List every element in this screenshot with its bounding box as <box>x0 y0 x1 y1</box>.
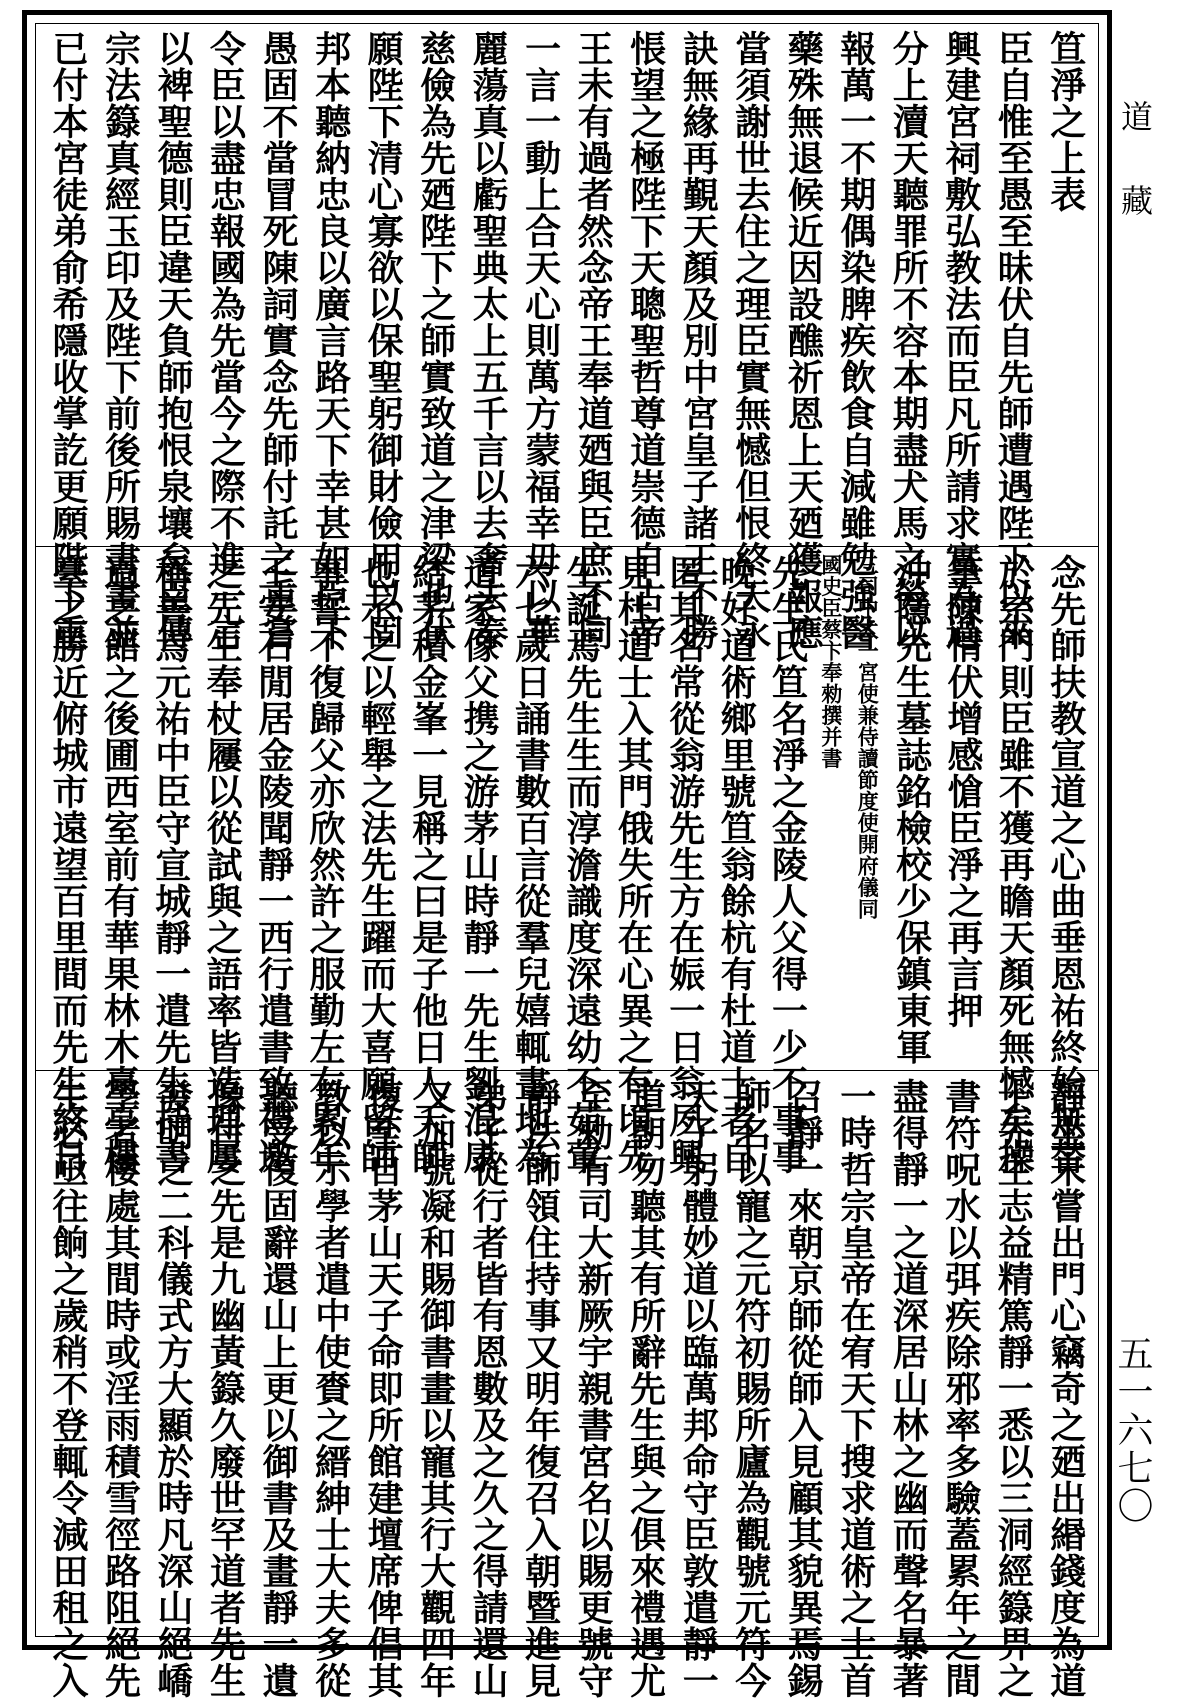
text-column: 復至自茅山天子命即所館建壇席俾倡其 <box>362 1078 405 1699</box>
text-column: 至勑有司大新厥宇親書宮名以賜更號守 <box>572 1078 615 1699</box>
text-column: 王安石閒居金陵聞靜一西行遣書致禮邀 <box>252 554 295 1175</box>
text-column: 匿其名常從翁游先生方在娠一日翁夙興 <box>663 554 706 1175</box>
text-column: 已付本宮徒弟俞希隱收掌訖更願陛下重 <box>47 30 89 651</box>
text-column: 笪淨之上表 <box>1044 30 1087 213</box>
text-column: 道家像父携之游茅山時靜一先生劉混康 <box>458 554 501 1175</box>
text-column: 邦本聽納忠良以廣言路天下幸甚如臣下 <box>309 30 352 651</box>
text-column: 靜法師領住持事又明年復召入朝暨進見 <box>519 1078 562 1699</box>
text-column: 過之館之後圃西室前有華果林木臺亭樓 <box>98 554 141 1175</box>
text-column: 召靜一來朝京師從師入見顧其貌異焉錫 <box>782 1078 825 1699</box>
text-column: 分上瀆天聽罪所不容本期盡犬馬之勞以 <box>887 30 930 651</box>
text-column: 士先生志益精篤靜一悉以三洞經籙畀之 <box>992 1078 1035 1699</box>
text-column: 盡得靜一之道深居山林之幽而聲名暴著 <box>887 1078 930 1699</box>
text-column: 臣自惟至愚至昧伏自先師遭遇陛下以來 <box>992 30 1035 651</box>
text-column: 慈儉為先廼陛下之師實致道之津梁也伏 <box>414 30 457 651</box>
text-panel-top <box>36 24 1098 651</box>
panel-divider <box>36 546 1098 547</box>
text-column: 天子躬體妙道以臨萬邦命守臣敦遣靜一 <box>677 1078 720 1699</box>
text-column: 願陛下清心寡欲以保聖躬御財儉用以固 <box>362 30 405 651</box>
text-column: 三司中太一宮使兼侍讀節度使開府儀同 <box>855 554 881 920</box>
text-panel-bottom <box>36 1072 1098 1699</box>
text-column: 道朝勿聽其有所辭先生與之俱來禮遇尤 <box>624 1078 667 1699</box>
text-column: 事誓不復歸父亦欣然許之服勤左右累年 <box>303 554 346 1175</box>
text-column: 念先師扶教宣道之心曲垂恩祐終始無替 <box>1044 554 1087 1175</box>
text-column: 藥殊無退候近因設醮祈恩上天廼獲報應 <box>782 30 825 651</box>
text-column: 生必亟往餉之歲稍不登輒令減田租之入 <box>47 1078 89 1699</box>
text-column: 於宗門則臣雖不獲再瞻天顏死無憾矣操 <box>993 554 1036 1175</box>
text-column: 一時哲宗皇帝在宥天下搜求道術之士首 <box>834 1078 877 1699</box>
text-column: 國史臣蔡卞奉勑撰并書 <box>818 554 844 769</box>
text-column: 發明之二科儀式方大顯於時凡深山絕嶠 <box>152 1078 195 1699</box>
panel-columns <box>47 548 1087 1175</box>
margin-page-number: 五一六七〇 <box>1112 1335 1153 1525</box>
panel-columns <box>47 1072 1087 1699</box>
text-column: 又加號凝和賜御書畫以寵其行大觀四年 <box>414 1078 457 1699</box>
text-column: 像付之先是九幽黃籙久廢世罕道者先生 <box>204 1078 247 1699</box>
text-column: 悵望之極陛下天聰聖哲尊道崇德自古帝 <box>624 30 667 651</box>
page-inner-border <box>35 23 1099 1699</box>
text-column: 以裨聖德則臣違天負師抱恨泉壤矣臣傳 <box>152 30 195 651</box>
text-column: 六七歲日誦書數百言從羣兒嬉輒畫地為 <box>509 554 552 1175</box>
panel-divider <box>36 1070 1098 1071</box>
text-column: 先生氏笪名淨之金陵人父得一少不事事 <box>766 554 809 1175</box>
text-panel-middle <box>36 548 1098 1175</box>
text-column: 稱善焉元祐中臣守宣城靜一遣先生持書 <box>149 554 192 1175</box>
text-column: 書符呪水以弭疾除邪率多驗蓋累年之間 <box>939 1078 982 1699</box>
text-column: 報萬一不期偶染脾疾飲食自減雖勉強醫 <box>834 30 877 651</box>
text-column: 沖隱先生墓誌銘檢校少保鎮東軍 <box>890 554 933 1065</box>
text-column: 興建宮祠敷弘教法而臣凡所請求實為過 <box>939 30 982 651</box>
text-column: 王未有過者然念帝王奉道廼與臣庶不同 <box>572 30 615 651</box>
text-column: 一言一動上合天心則萬方蒙福幸毋以華 <box>519 30 562 651</box>
text-column: 靜坐未嘗出門心竊奇之廼出緡錢度為道 <box>1044 1078 1087 1699</box>
text-column: 令臣以盡忠報國為先當今之際不進一言 <box>204 30 247 651</box>
text-column: 師名以寵之元符初賜所廬為觀號元符今 <box>729 1078 772 1699</box>
text-column: 也示之以輕舉之法先生躍而大喜願留師 <box>355 554 398 1175</box>
text-column: 聽受復固辭還山上更以御書及畫靜一遺 <box>257 1078 300 1699</box>
text-column: 弟子從行者皆有恩數及之久之得請還山 <box>467 1078 510 1699</box>
text-column: 筆陳情伏增感愴臣淨之再言押 <box>942 554 985 1029</box>
text-column: 之先生奉杖屨以從試與之語率皆造理屢 <box>201 554 244 1175</box>
text-column: 訣無緣再覲天顏及別中宮皇子諸王不勝 <box>677 30 720 651</box>
text-column: 學者棲處其間時或淫雨積雪徑路阻絕先 <box>99 1078 142 1699</box>
text-column: 愚固不當冒死陳詞實念先師付託之重嘗 <box>257 30 300 651</box>
text-column: 晚好道術鄉里號笪翁餘杭有杜道士者自 <box>715 554 758 1175</box>
margin-title: 道藏 <box>1116 100 1154 268</box>
page-frame <box>22 10 1112 1699</box>
text-column: 臺之勝近俯城市遠望百里間而先生終日 <box>47 554 89 1175</box>
text-column: 教以示學者遣中使賚之縉紳士大夫多從 <box>309 1078 352 1699</box>
text-column: 麗蕩真以虧聖典太上五千言以去奢去泰 <box>467 30 510 651</box>
text-column: 見杜道士入其門俄失所在心異之有頃先 <box>612 554 655 1175</box>
text-column: 宗法籙真經玉印及陛下前後所賜書畫並 <box>99 30 142 651</box>
text-column: 當須謝世去住之理臣實無憾但恨終天永 <box>729 30 772 651</box>
text-column: 結茅積金峯一見稱之曰是子他日人天師 <box>406 554 449 1175</box>
text-column: 生誕焉先生生而淳澹識度深遠幼不茹葷 <box>560 554 603 1175</box>
panel-columns <box>47 24 1087 651</box>
